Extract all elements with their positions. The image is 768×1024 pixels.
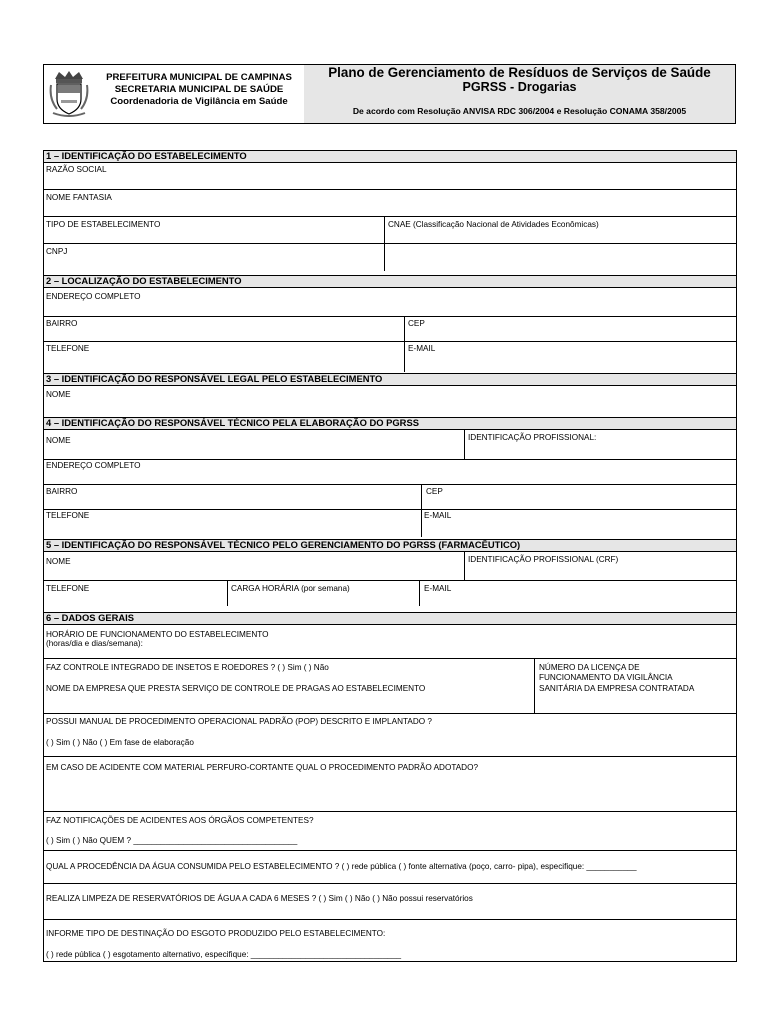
divider — [43, 316, 736, 317]
question-acidente-perfurocortante[interactable]: EM CASO DE ACIDENTE COM MATERIAL PERFURO-CORTANTE QUAL O PROCEDIMENTO PADRÃO ADOTADO? — [46, 763, 479, 772]
divider — [43, 580, 736, 581]
field-farm-carga-horaria[interactable]: CARGA HORÁRIA (por semana) — [231, 584, 350, 593]
divider — [43, 341, 736, 342]
field-licenca-line-2: FUNCIONAMENTO DA VIGILÂNCIA — [539, 673, 673, 682]
field-farm-telefone[interactable]: TELEFONE — [46, 584, 90, 593]
field-telefone[interactable]: TELEFONE — [46, 344, 90, 353]
divider — [43, 509, 736, 510]
city-coat-of-arms-icon — [49, 69, 89, 117]
header-title-block — [304, 65, 735, 123]
field-rt-identificacao[interactable]: IDENTIFICAÇÃO PROFISSIONAL: — [468, 433, 597, 442]
divider — [43, 216, 736, 217]
field-endereco[interactable]: ENDEREÇO COMPLETO — [46, 292, 141, 301]
field-farm-email[interactable]: E-MAIL — [424, 584, 452, 593]
field-tipo-estabelecimento[interactable]: TIPO DE ESTABELECIMENTO — [46, 220, 161, 229]
divider — [421, 484, 422, 537]
section-1-header — [44, 150, 736, 163]
field-bairro[interactable]: BAIRRO — [46, 319, 78, 328]
organization-name — [96, 72, 302, 108]
field-rt-nome[interactable]: NOME — [46, 436, 71, 445]
section-6-title: 6 – DADOS GERAIS — [46, 612, 135, 623]
field-licenca-line-3: SANITÁRIA DA EMPRESA CONTRATADA — [539, 684, 695, 693]
field-rt-endereco[interactable]: ENDEREÇO COMPLETO — [46, 461, 141, 470]
section-4-title: 4 – IDENTIFICAÇÃO DO RESPONSÁVEL TÉCNICO PELA ELABORAÇÃO DO PGRSS — [46, 417, 419, 428]
field-razao-social[interactable]: RAZÃO SOCIAL — [46, 165, 107, 174]
resolution-reference: De acordo com Resolução ANVISA RDC 306/2004 e Resolução CONAMA 358/2005 — [352, 106, 687, 116]
divider — [419, 580, 420, 606]
field-rt-bairro[interactable]: BAIRRO — [46, 487, 78, 496]
section-6-header — [44, 612, 736, 625]
header-organization-block — [44, 65, 305, 123]
org-line-2: SECRETARIA MUNICIPAL DE SAÚDE — [114, 84, 284, 95]
field-email[interactable]: E-MAIL — [408, 344, 436, 353]
document-subtitle: PGRSS - Drogarias — [462, 80, 577, 94]
field-rt-telefone[interactable]: TELEFONE — [46, 511, 90, 520]
question-limpeza-reservatorios[interactable]: REALIZA LIMPEZA DE RESERVATÓRIOS DE ÁGUA A CADA 6 MESES ? ( ) Sim ( ) Não ( ) Não possui reservatórios — [46, 894, 473, 903]
divider — [227, 580, 228, 606]
divider — [43, 811, 736, 812]
pgrss-form — [43, 150, 737, 962]
org-line-3: Coordenadoria de Vigilância em Saúde — [110, 96, 288, 107]
question-pop: POSSUI MANUAL DE PROCEDIMENTO OPERACIONAL PADRÃO (POP) DESCRITO E IMPLANTADO ? — [46, 717, 432, 726]
options-notificacoes[interactable]: ( ) Sim ( ) Não QUEM ? ____________________________________ — [46, 836, 298, 845]
field-horario-hint: (horas/dia e dias/semana): — [46, 639, 143, 648]
divider — [43, 658, 736, 659]
field-empresa-controle-pragas[interactable]: NOME DA EMPRESA QUE PRESTA SERVIÇO DE CONTROLE DE PRAGAS AO ESTABELECIMENTO — [46, 684, 426, 693]
divider — [43, 459, 736, 460]
section-1-title: 1 – IDENTIFICAÇÃO DO ESTABELECIMENTO — [46, 150, 247, 161]
question-notificacoes: FAZ NOTIFICAÇÕES DE ACIDENTES AOS ÓRGÃOS COMPETENTES? — [46, 816, 314, 825]
section-5-title: 5 – IDENTIFICAÇÃO DO RESPONSÁVEL TÉCNICO PELO GERENCIAMENTO DO PGRSS (FARMACÊUTICO) — [46, 539, 521, 550]
field-licenca-line-1[interactable]: NÚMERO DA LICENÇA DE — [539, 663, 640, 672]
org-line-1: PREFEITURA MUNICIPAL DE CAMPINAS — [106, 72, 292, 83]
field-rt-cep[interactable]: CEP — [426, 487, 443, 496]
field-horario-funcionamento[interactable]: HORÁRIO DE FUNCIONAMENTO DO ESTABELECIMENTO — [46, 630, 269, 639]
section-3-header — [44, 373, 736, 386]
section-3-title: 3 – IDENTIFICAÇÃO DO RESPONSÁVEL LEGAL PELO ESTABELECIMENTO — [46, 373, 383, 384]
divider — [43, 189, 736, 190]
divider — [43, 713, 736, 714]
divider — [404, 316, 405, 372]
field-responsavel-legal-nome[interactable]: NOME — [46, 390, 71, 399]
options-pop[interactable]: ( ) Sim ( ) Não ( ) Em fase de elaboração — [46, 738, 194, 747]
field-farm-nome[interactable]: NOME — [46, 557, 71, 566]
section-4-header — [44, 417, 736, 430]
divider — [464, 430, 465, 459]
divider — [43, 756, 736, 757]
options-destinacao-esgoto[interactable]: ( ) rede pública ( ) esgotamento alternativo, especifique: _________________________________ — [46, 950, 402, 959]
field-cnpj[interactable]: CNPJ — [46, 247, 68, 256]
field-farm-crf[interactable]: IDENTIFICAÇÃO PROFISSIONAL (CRF) — [468, 555, 619, 564]
divider — [534, 658, 535, 713]
field-nome-fantasia[interactable]: NOME FANTASIA — [46, 193, 112, 202]
section-2-header — [44, 275, 736, 288]
document-title: Plano de Gerenciamento de Resíduos de Serviços de Saúde — [328, 65, 711, 80]
field-rt-email[interactable]: E-MAIL — [424, 511, 452, 520]
section-2-title: 2 – LOCALIZAÇÃO DO ESTABELECIMENTO — [46, 275, 242, 286]
divider — [43, 484, 736, 485]
divider — [43, 243, 736, 244]
question-controle-pragas[interactable]: FAZ CONTROLE INTEGRADO DE INSETOS E ROEDORES ? ( ) Sim ( ) Não — [46, 663, 329, 672]
field-cep[interactable]: CEP — [408, 319, 425, 328]
section-5-header — [44, 539, 736, 552]
document-header — [43, 64, 736, 124]
divider — [43, 883, 736, 884]
divider — [43, 919, 736, 920]
question-destinacao-esgoto: INFORME TIPO DE DESTINAÇÃO DO ESGOTO PRODUZIDO PELO ESTABELECIMENTO: — [46, 929, 386, 938]
question-procedencia-agua[interactable]: QUAL A PROCEDÊNCIA DA ÁGUA CONSUMIDA PELO ESTABELECIMENTO ? ( ) rede pública ( ) fonte alternativa (poço, carro- pipa), especifique: ___________ — [46, 862, 637, 871]
divider — [464, 552, 465, 581]
field-cnae[interactable]: CNAE (Classificação Nacional de Atividades Econômicas) — [388, 220, 599, 229]
divider — [43, 850, 736, 851]
